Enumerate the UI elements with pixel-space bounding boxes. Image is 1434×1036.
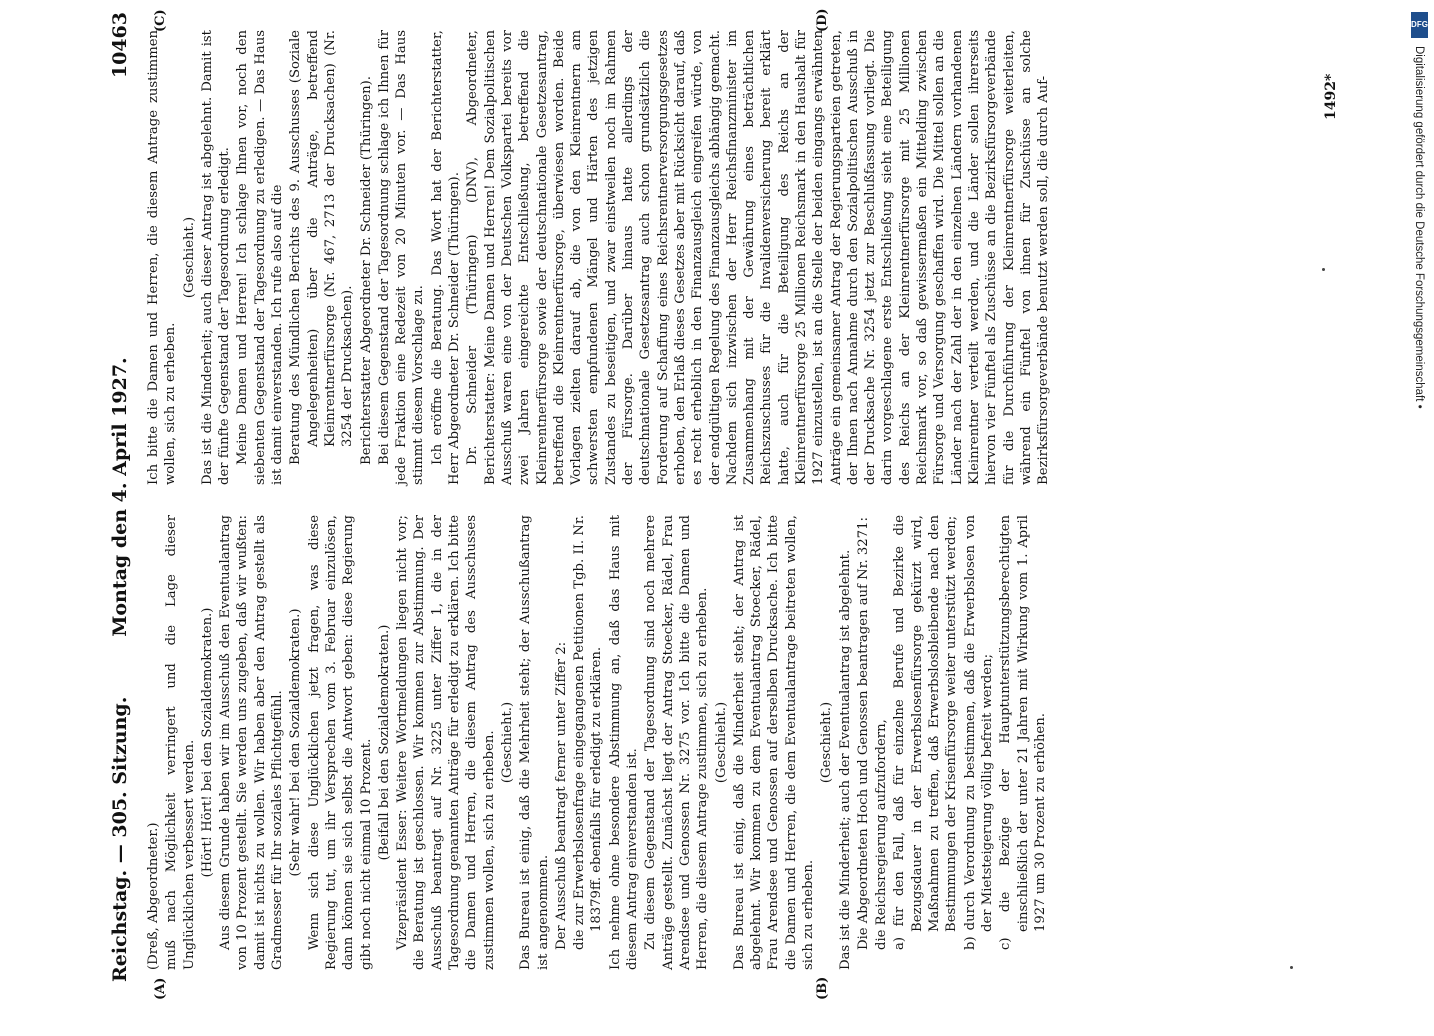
paragraph: Bei diesem Gegenstand der Tagesordnung schlage ich Ihnen für jede Fraktion eine Redezeit von 20 Minuten vor. — Das Haus stimmt diesem Vorschlage zu. (376, 30, 427, 485)
margin-letter-d: (D) (815, 8, 830, 32)
paragraph: Meine Damen und Herren! Ich schlage Ihnen vor, noch den siebenten Gegenstand der Tagesordnung zu erledigen. — Das Haus ist damit einverstanden. Ich rufe also auf die (235, 30, 286, 485)
margin-letter-a: (A) (153, 977, 168, 1000)
paragraph: die Reichsregierung aufzufordern, (874, 719, 890, 950)
paragraph: Zu diesem Gegenstand der Tagesordnung sind noch mehrere Anträge gestellt. Zunächst liegt der Antrag Stoecker, Rädel, Frau Arendsee und Genossen Nr. 3275 vor. Ich bitte die Damen und Herren, die diesem Antrage zustimmen, sich zu erheben. (643, 515, 711, 970)
paragraph: Ich eröffne die Beratung. Das Wort hat der Berichterstatter, Herr Abgeordneter Dr. Schneider (Thüringen). (429, 30, 463, 485)
paragraph: Wenn sich diese Unglücklichen jetzt fragen, was diese Regierung tut, um ihr Versprechen vom 3. Februar einzulösen, dann können sie sich selbst die Antwort geben: diese Regierung gibt noch nicht einmal 10 Prozent. (306, 515, 374, 970)
paragraph: (Beifall bei den Sozialdemokraten.) (376, 624, 392, 861)
paragraph: Ich bitte die Damen und Herren, die diesem Antrage zustimmen wollen, sich zu erheben. (146, 30, 179, 485)
paragraph: (Geschieht.) (819, 701, 835, 784)
paragraph: Vizepräsident Esser: Weitere Wortmeldungen liegen nicht vor; die Beratung ist geschlossen. Wir kommen zur Abstimmung. Der Ausschuß beantragt auf Nr. 3225 unter Ziffer 1, die in der Tagesordnung genannten Anträge für erledigt zu erklären. Ich bitte die Damen und Herren, die diesem Antrag des Ausschusses zustimmen wollen, sich zu erheben. (395, 515, 497, 970)
paragraph: Dr. Schneider (Thüringen) (DNV), Abgeordneter, Berichterstatter: Meine Damen und Herren! Dem Sozialpolitischen Ausschuß waren eine von der Deutschen Volkspartei bereits vor zwei Jahren eingereichte Entschließung, betreffend die Kleinrentnerfürsorge sowie der deutschnationale Gesetzesantrag, betreffend die Kleinrentnerfürsorge, überwiesen worden. Beide Vorlagen zielten darauf ab, die von den Kleinrentnern am schwersten empfundenen Mängel und Härten des jetzigen Zustandes zu beseitigen, und zwar einstweilen noch im Rahmen der Fürsorge. Darüber hinaus hatte allerdings der deutschnationale Gesetzesantrag auch schon grundsätzlich die Forderung auf Schaffung eines Reichsrentnerversorgungsgesetzes erhoben, den Erlaß dieses Gesetzes aber mit Rücksicht darauf, daß es recht erheblich in den Finanzausgleich eingreifen würde, von der endgültigen Regelung des Finanzausgleichs abhängig gemacht. Nachdem sich inzwischen der Herr Reichsfinanzminister im Zusammenhang mit der Gewährung eines beträchtlichen Reichszuschusses für die Invalidenversicherung bereit erklärt hatte, auch für die Beteiligung des Reichs an der Kleinrentnerfürsorge 25 Millionen Reichsmark in den Haushalt für 1927 einzustellen, ist an die Stelle der beiden eingangs erwähnten Anträge ein gemeinsamer Antrag der Regierungsparteien getreten, der Ihnen nach Annahme durch den Sozialpolitischen Ausschuß in der Drucksache Nr. 3254 jetzt zur Beschlußfassung vorliegt. Die darin vorgeschlagene erste Entschließung sieht eine Beteiligung des Reichs an der Kleinrentnerfürsorge mit 25 Millionen Reichsmark vor, so daß gewissermaßen ein Mittelding zwischen Fürsorge und Versorgung geschaffen wird. Die Mittel sollen an die Länder nach der Zahl der in den einzelnen Ländern vorhandenen Kleinrentner verteilt werden, und die Länder sollen ihrerseits hiervon vier Fünftel als Zuschüsse an die Bezirksfürsorgeverbände für die Durchführung der Kleinrentnerfürsorge weiterleiten, während ein Fünftel von ihnen für Zuschüsse an solche Bezirksfürsorgeverbände benutzt werden soll, die durch Auf- (465, 30, 1052, 485)
margin-letter-c: (C) (153, 9, 168, 32)
paragraph: Beratung des Mündlichen Berichts des 9. Ausschusses (Soziale Angelegenheiten) über die Anträge, betreffend Kleinrentnerfürsorge (Nr. 467, 2713 der Drucksachen) (Nr. 3254 der Drucksachen). (288, 30, 356, 465)
scan-artifact (1290, 966, 1293, 969)
paragraph: (Hört! Hört! bei den Sozialdemokraten.) (199, 607, 215, 878)
dfg-logo: DFG (1411, 12, 1428, 38)
paragraph: Das Bureau ist einig, daß die Mehrheit steht; der Ausschußantrag ist angenommen. (518, 515, 551, 970)
paragraph: (Sehr wahr! bei den Sozialdemokraten.) (288, 608, 304, 877)
paragraph: muß nach Möglichkeit verringert und die Lage dieser Unglücklichen verbessert werden. (164, 515, 197, 970)
paragraph: Die Abgeordneten Hoch und Genossen beantragen auf Nr. 3271: (855, 517, 871, 950)
paragraph: Das Bureau ist einig, daß die Minderheit steht; der Antrag ist abgelehnt. Wir kommen zu dem Eventualantrag Stoecker, Rädel, Frau Arendsee und Genossen auf derselben Drucksache. Ich bitte die Damen und Herren, die dem Eventualantrage beitreten wollen, sich zu erheben. (731, 515, 816, 970)
paragraph: (Geschieht.) (499, 701, 515, 784)
page-header (103, 12, 139, 982)
paragraph: (Geschieht.) (181, 216, 197, 299)
paragraph: Das ist die Minderheit; auch der Eventualantrag ist abgelehnt. (837, 549, 853, 970)
paragraph: Das ist die Minderheit; auch dieser Antrag ist abgelehnt. Damit ist der fünfte Gegenstand der Tagesordnung erledigt. (199, 30, 233, 485)
header-page-number: 10463 (109, 12, 131, 79)
paragraph: Aus diesem Grunde haben wir im Ausschuß den Eventualantrag von 10 Prozent gestellt. Sie werden uns zugeben, daß wir wußten: damit ist nichts zu wollen. Wir haben aber den Antrag gestellt als Gradmesser für Ihr soziales Pflichtgefühl. (218, 515, 286, 970)
scan-artifact (1322, 268, 1325, 271)
rotated-page-content (95, 0, 1355, 1000)
paragraph: Ich nehme ohne besondere Abstimmung an, daß das Haus mit diesem Antrag einverstanden ist. (607, 515, 641, 970)
dfg-funding-note: Digitalisierung gefördert durch die Deutsche Forschungsgemeinschaft • (1413, 46, 1425, 409)
margin-letter-b: (B) (815, 976, 830, 1000)
paragraph: Berichterstatter Abgeordneter Dr. Schneider (Thüringen). (358, 76, 374, 465)
paragraph: b) durch Verordnung zu bestimmen, daß die Erwerbslosen von der Mietsteigerung völlig befreit werden; (962, 515, 995, 950)
left-text-column (145, 515, 1050, 970)
paragraph: (Geschieht.) (713, 701, 729, 784)
right-text-column (145, 30, 1053, 485)
paragraph: (Dreß, Abgeordneter.) (146, 822, 161, 970)
paragraph: Der Ausschuß beantragt ferner unter Ziffer 2: (553, 641, 569, 950)
header-date: Montag den 4. April 1927. (109, 357, 131, 637)
paragraph: die zur Erwerbslosenfrage eingegangenen Petitionen Tgb. II. Nr. 18379ff. ebenfalls für erledigt zu erklären. (572, 515, 605, 950)
header-session: Reichstag. — 305. Sitzung. (109, 696, 131, 982)
page-footer-number: 1492* (1323, 73, 1339, 120)
paragraph: c) die Bezüge der Hauptunterstützungsberechtigten einschließlich der unter 21 Jahren mit Wirkung vom 1. April 1927 um 30 Prozent zu erhöhen. (998, 515, 1048, 950)
dfg-sidebar (1410, 10, 1432, 1000)
paragraph: a) für den Fall, daß für einzelne Berufe und Bezirke die Bezugsdauer in der Erwerbslosenfürsorge gekürzt wird, Maßnahmen zu treffen, daß Erwerbslosbleibende nach den Bestimmungen der Krisenfürsorge weiter unterstützt werden; (892, 515, 960, 950)
